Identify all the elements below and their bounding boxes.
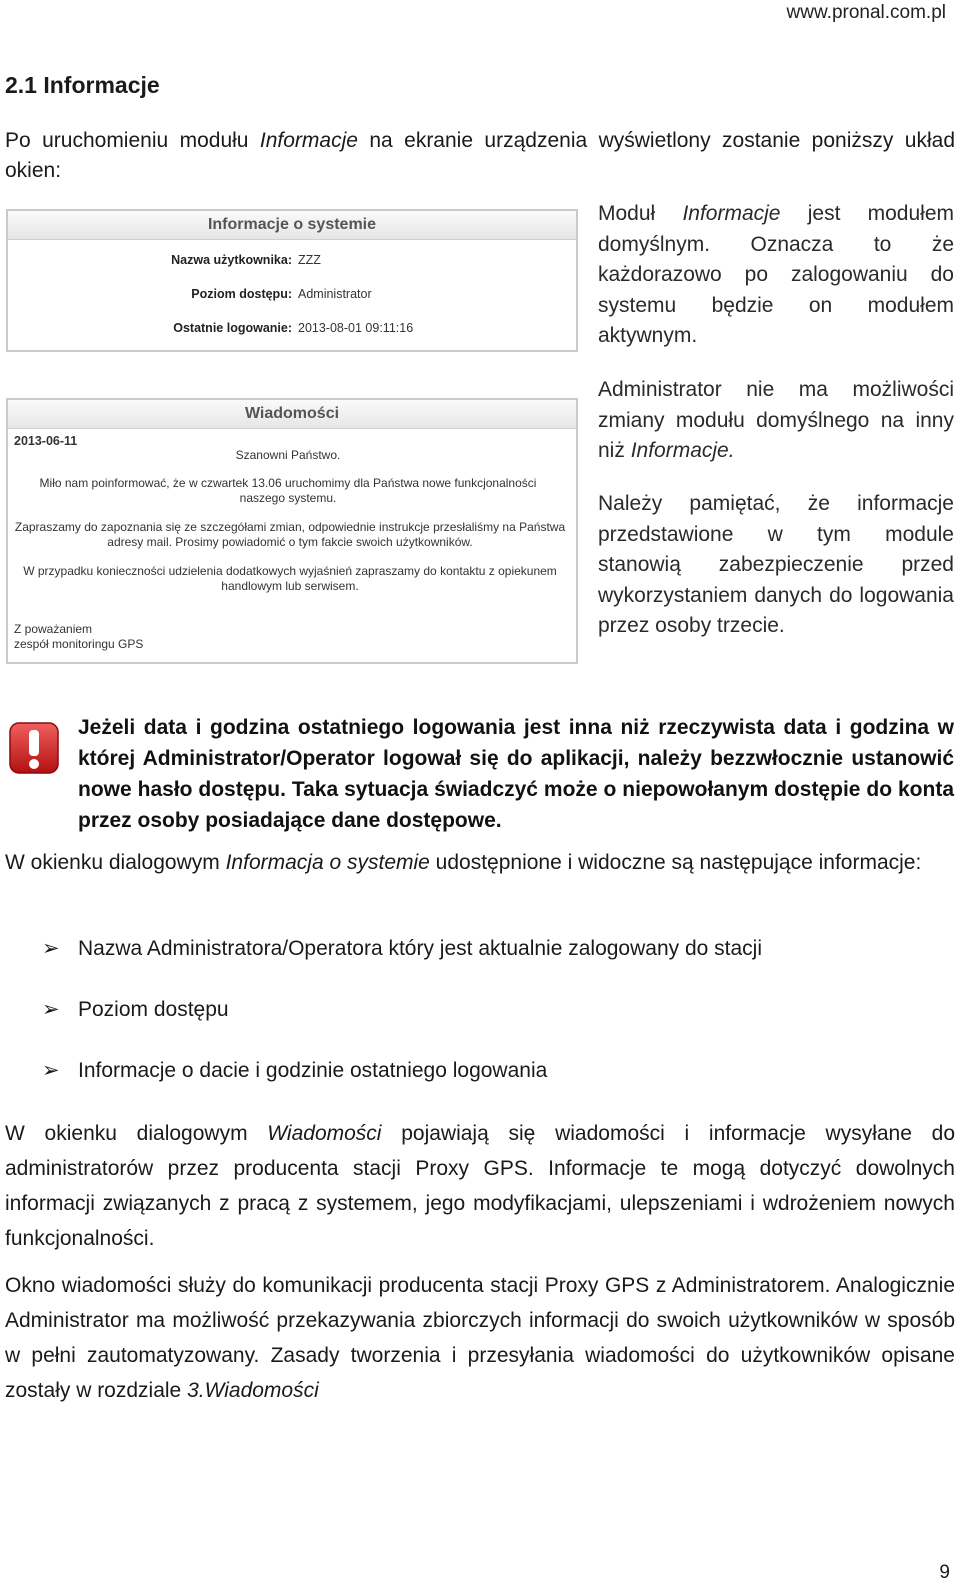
news-line-2a: Zapraszamy do zapoznania się ze szczegółami zmian, odpowiednie instrukcje przesłaliśmy na Państwa: [14, 520, 566, 534]
arrow-bullet-icon: ➢: [42, 998, 60, 1021]
chapter-reference: 3.Wiadomości: [187, 1379, 319, 1402]
news-line-3b: handlowym lub serwisem.: [221, 579, 359, 593]
bullet-text: Informacje o dacie i godzinie ostatniego logowania: [78, 1059, 548, 1082]
news-line-1: [8, 476, 568, 506]
right-p1-text-end: jest modułem domyślnym. Oznacza to że każdorazowo po zalogowaniu do systemu będzie on modułem aktywnym.: [598, 202, 955, 347]
header-url: www.pronal.com.pl: [786, 2, 946, 23]
system-info-title: Informacje o systemie: [8, 211, 576, 240]
news-line-1a: Miło nam poinformować, że w czwartek 13.06 uruchomimy dla Państwa nowe funkcjonalności: [39, 476, 537, 490]
news-line-1b: naszego systemu.: [239, 491, 337, 505]
dialog-info-text: W okienku dialogowym: [5, 851, 226, 874]
warning-text: Jeżeli data i godzina ostatniego logowania jest inna niż rzeczywista data i godzina w której Administrator/Operator logował się do aplikacji, należy bezzwłocznie ustanowić nowe hasło dostępu. Taka sytuacja świadczyć może o niepowołanym dostępie do konta przez osoby posiadające dane dostępowe.: [78, 716, 954, 832]
intro-module-name: Informacje: [259, 129, 358, 152]
username-value: ZZZ: [298, 253, 321, 267]
bullet-text: Nazwa Administratora/Operatora który jest aktualnie zalogowany do stacji: [78, 937, 762, 960]
last-login-value: 2013-08-01 09:11:16: [298, 321, 414, 335]
intro-text-end: na ekranie urządzenia wyświetlony zostanie poniższy układ okien:: [5, 129, 955, 182]
bullet-text: Poziom dostępu: [78, 998, 229, 1021]
window-para-text: Okno wiadomości służy do komunikacji producenta stacji Proxy GPS z Administratorem. Analogicznie Administrator ma możliwość przekazywania zbiorczych informacji do swoich użytkowników w sposób w pełni zautomatyzowany. Zasady tworzenia i przesyłania wiadomości do użytkowników opisane zostały w rozdziale: [5, 1274, 955, 1402]
news-signature: [14, 622, 143, 652]
dialog-info-paragraph: [5, 848, 955, 878]
access-level-value: Administrator: [298, 287, 372, 301]
arrow-bullet-icon: ➢: [42, 937, 60, 960]
right-paragraph-3: Należy pamiętać, że informacje przedstawione w tym module stanowią zabezpieczenie przed wykorzystaniem danych do logowania przez osoby trzecie.: [598, 492, 954, 637]
right-p2-module: Informacje.: [630, 439, 735, 462]
news-greeting: Szanowni Państwo.: [235, 448, 341, 462]
section-title: 2.1 Informacje: [5, 72, 160, 98]
news-title: Wiadomości: [8, 400, 576, 429]
news-para-text: W okienku dialogowym: [5, 1122, 268, 1145]
dialog-info-text-end: udostępnione i widoczne są następujące informacje:: [429, 851, 922, 874]
news-line-2b: adresy mail. Prosimy powiadomić o tym fakcie swoich użytkowników.: [107, 535, 473, 549]
right-paragraph-1: [598, 199, 954, 352]
right-p2-text: Administrator nie ma możliwości zmiany modułu domyślnego na inny niż: [598, 378, 954, 462]
system-info-panel: [6, 209, 578, 352]
news-para-name: Wiadomości: [267, 1122, 382, 1145]
window-paragraph: [5, 1268, 955, 1408]
news-line-3: [8, 564, 572, 594]
news-date: 2013-06-11: [14, 434, 78, 448]
dialog-info-name: Informacja o systemie: [225, 851, 430, 874]
bullet-item: [42, 934, 762, 964]
news-paragraph: [5, 1116, 955, 1256]
right-paragraph-2: [598, 375, 954, 467]
last-login-label: Ostatnie logowanie:: [173, 321, 292, 335]
news-para-text-end: pojawiają się wiadomości i informacje wysyłane do administratorów przez producenta stacji Proxy GPS. Informacje te mogą dotyczyć dowolnych informacji związanych z pracą z systemem, jego modyfikacjami, ulepszeniami i wdrożeniem nowych funkcjonalności.: [5, 1122, 955, 1250]
bullet-item: [42, 995, 229, 1025]
news-line-3a: W przypadku konieczności udzielenia dodatkowych wyjaśnień zapraszamy do kontaktu z opiekunem: [23, 564, 557, 578]
bullet-item: [42, 1056, 547, 1086]
news-signature-2: zespół monitoringu GPS: [14, 637, 144, 651]
right-p1-module: Informacje: [682, 202, 781, 225]
intro-text: Po uruchomieniu modułu: [5, 129, 260, 152]
access-level-label: Poziom dostępu:: [191, 287, 292, 301]
right-p1-text: Moduł: [598, 202, 683, 225]
page-number: 9: [939, 1562, 950, 1583]
news-signature-1: Z poważaniem: [14, 622, 93, 636]
intro-paragraph: [5, 126, 955, 186]
arrow-bullet-icon: ➢: [42, 1059, 60, 1082]
username-label: Nazwa użytkownika:: [171, 253, 292, 267]
warning-icon: [9, 722, 59, 774]
news-panel: [6, 398, 578, 664]
news-line-2: [8, 520, 572, 550]
